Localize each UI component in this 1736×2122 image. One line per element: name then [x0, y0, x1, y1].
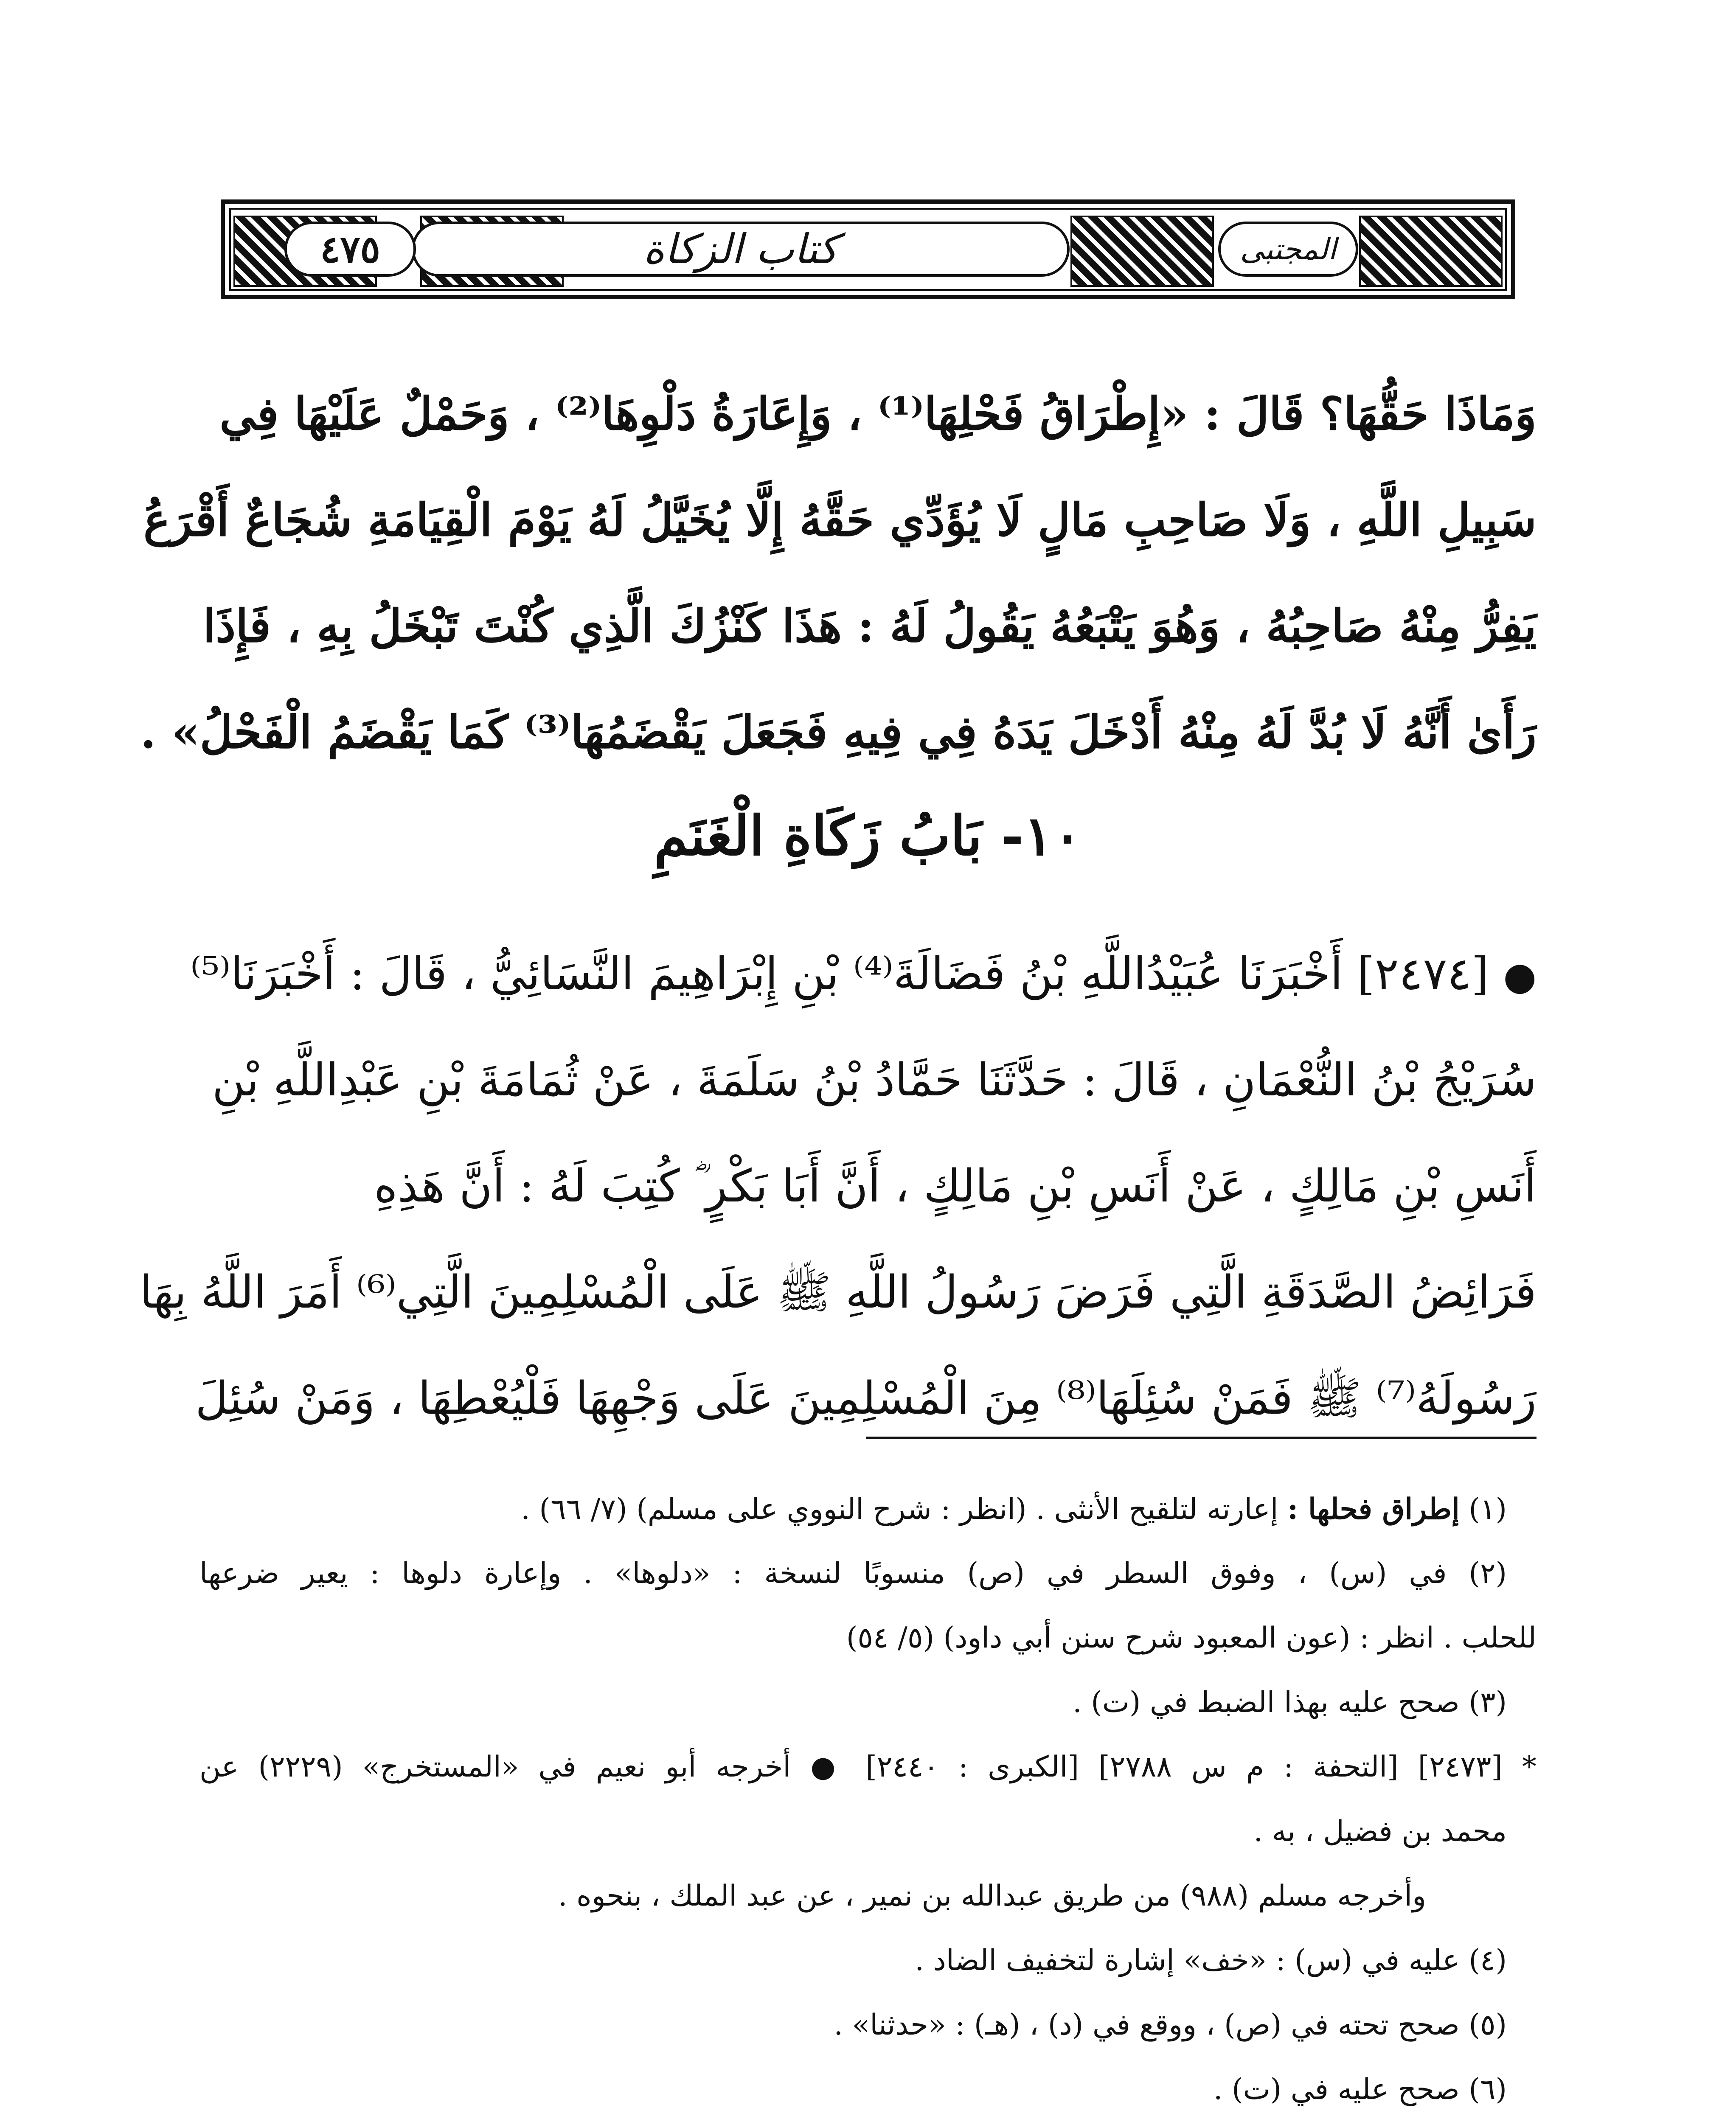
text-line: وَمَاذَا حَقُّهَا؟ قَالَ : «إِطْرَاقُ فَحْلِهَا⁽¹⁾ ، وَإِعَارَةُ دَلْوِهَا⁽²⁾ ، وَحَمْلٌ عَلَيْهَا فِي: [219, 387, 1537, 440]
takhrij-note: * [٢٤٧٣] [التحفة : م س ٢٧٨٨] [الكبرى : ٢٤٤٠] ● أخرجه أبو نعيم في «المستخرج» (٢٢٢٩) عن: [199, 1750, 1537, 1784]
text-line: رَأَىٰ أَنَّهُ لَا بُدَّ لَهُ مِنْهُ أَدْخَلَ يَدَهُ فِي فِيهِ فَجَعَلَ يَقْضَمُهَا⁽³⁾ كَمَا يَقْضَمُ الْفَحْلُ» .: [140, 705, 1537, 758]
text-line: رَسُولَهُ⁽⁷⁾ ﷺ فَمَنْ سُئِلَهَا⁽⁸⁾ مِنَ الْمُسْلِمِينَ عَلَى وَجْهِهَا فَلْيُعْطِهَا ، وَمَنْ سُئِلَ: [195, 1372, 1537, 1424]
footnote-marker: (١): [1469, 1493, 1507, 1526]
page-number: ٤٧٥: [284, 222, 416, 277]
header-ornament-right: [1359, 216, 1503, 287]
footnote-2-cont: للحلب . انظر : (عون المعبود شرح سنن أبي داود) (٥/ ٥٤): [846, 1621, 1537, 1655]
text-line: سَبِيلِ اللَّهِ ، وَلَا صَاحِبِ مَالٍ لَا يُؤَدِّي حَقَّهُ إِلَّا يُخَيَّلُ لَهُ يَوْمَ الْقِيَامَةِ شُجَاعٌ أَقْرَعُ: [143, 493, 1537, 546]
text-line: فَرَائِضُ الصَّدَقَةِ الَّتِي فَرَضَ رَسُولُ اللَّهِ ﷺ عَلَى الْمُسْلِمِينَ الَّتِي⁽⁶⁾ أَمَرَ اللَّهُ بِهَا: [139, 1266, 1537, 1318]
hadith-2474: [139, 921, 1537, 1451]
footnote-2: (٢) في (س) ، وفوق السطر في (ص) منسوبًا لنسخة : «دلوها» . وإعارة دلوها : يعير ضرعها: [199, 1557, 1507, 1590]
header-ornament-mid-right: [1070, 216, 1214, 287]
hadith-number-line: [٢٤٧٤] أَخْبَرَنَا عُبَيْدُاللَّهِ بْنُ فَضَالَةَ⁽⁴⁾ بْنِ إِبْرَاهِيمَ النَّسَائِيُّ ، قَالَ : أَخْبَرَنَا⁽⁵⁾: [190, 948, 1489, 1000]
footnote-term: إطراق فحلها :: [1287, 1492, 1460, 1526]
takhrij-note-cont: محمد بن فضيل ، به .: [1253, 1815, 1507, 1848]
footnote-4: (٤) عليه في (س) : «خف» إشارة لتخفيف الضاد .: [915, 1944, 1507, 1977]
footnote-1: [199, 1477, 1537, 1541]
takhrij-note-muslim: وأخرجه مسلم (٩٨٨) من طريق عبدالله بن نمير ، عن عبد الملك ، بنحوه .: [558, 1879, 1426, 1913]
header-ornament-mid-left: [420, 216, 564, 287]
text-line: [190, 921, 1537, 1027]
series-logo: المجتبى: [1218, 222, 1358, 277]
header-ornament-left: [233, 216, 377, 287]
section-heading: ١٠- بَابُ زَكَاةِ الْغَنَمِ: [654, 804, 1082, 868]
footnote-3: (٣) صحح عليه بهذا الضبط في (ت) .: [1073, 1686, 1507, 1719]
text-line: يَفِرُّ مِنْهُ صَاحِبُهُ ، وَهُوَ يَتْبَعُهُ يَقُولُ لَهُ : هَذَا كَنْزُكَ الَّذِي كُنْتَ تَبْخَلُ بِهِ ، فَإِذَا: [203, 599, 1537, 652]
text-line: سُرَيْجُ بْنُ النُّعْمَانِ ، قَالَ : حَدَّثَنَا حَمَّادُ بْنُ سَلَمَةَ ، عَنْ ثُمَامَةَ بْنِ عَبْدِاللَّهِ بْنِ: [212, 1054, 1537, 1106]
footnotes: [199, 1477, 1537, 2122]
footnote-divider: [866, 1437, 1537, 1439]
running-header: [221, 199, 1515, 299]
footnote-5: (٥) صحح تحته في (ص) ، ووقع في (د) ، (هـ) : «حدثنا» .: [834, 2008, 1507, 2042]
text-line: أَنَسِ بْنِ مَالِكٍ ، عَنْ أَنَسِ بْنِ مَالِكٍ ، أَنَّ أَبَا بَكْرٍ ؓ كُتِبَ لَهُ : أَنَّ هَذِهِ: [374, 1160, 1537, 1212]
hadith-bullet-icon: ●: [1503, 954, 1537, 999]
hadith-continuation: [140, 361, 1537, 785]
footnote-text: إعارته لتلقيح الأنثى . (انظر : شرح النووي على مسلم) (٧/ ٦٦) .: [521, 1493, 1278, 1526]
footnote-6: (٦) صحح عليه في (ت) .: [1213, 2073, 1507, 2106]
book-title: كتاب الزكاة: [412, 222, 1070, 277]
